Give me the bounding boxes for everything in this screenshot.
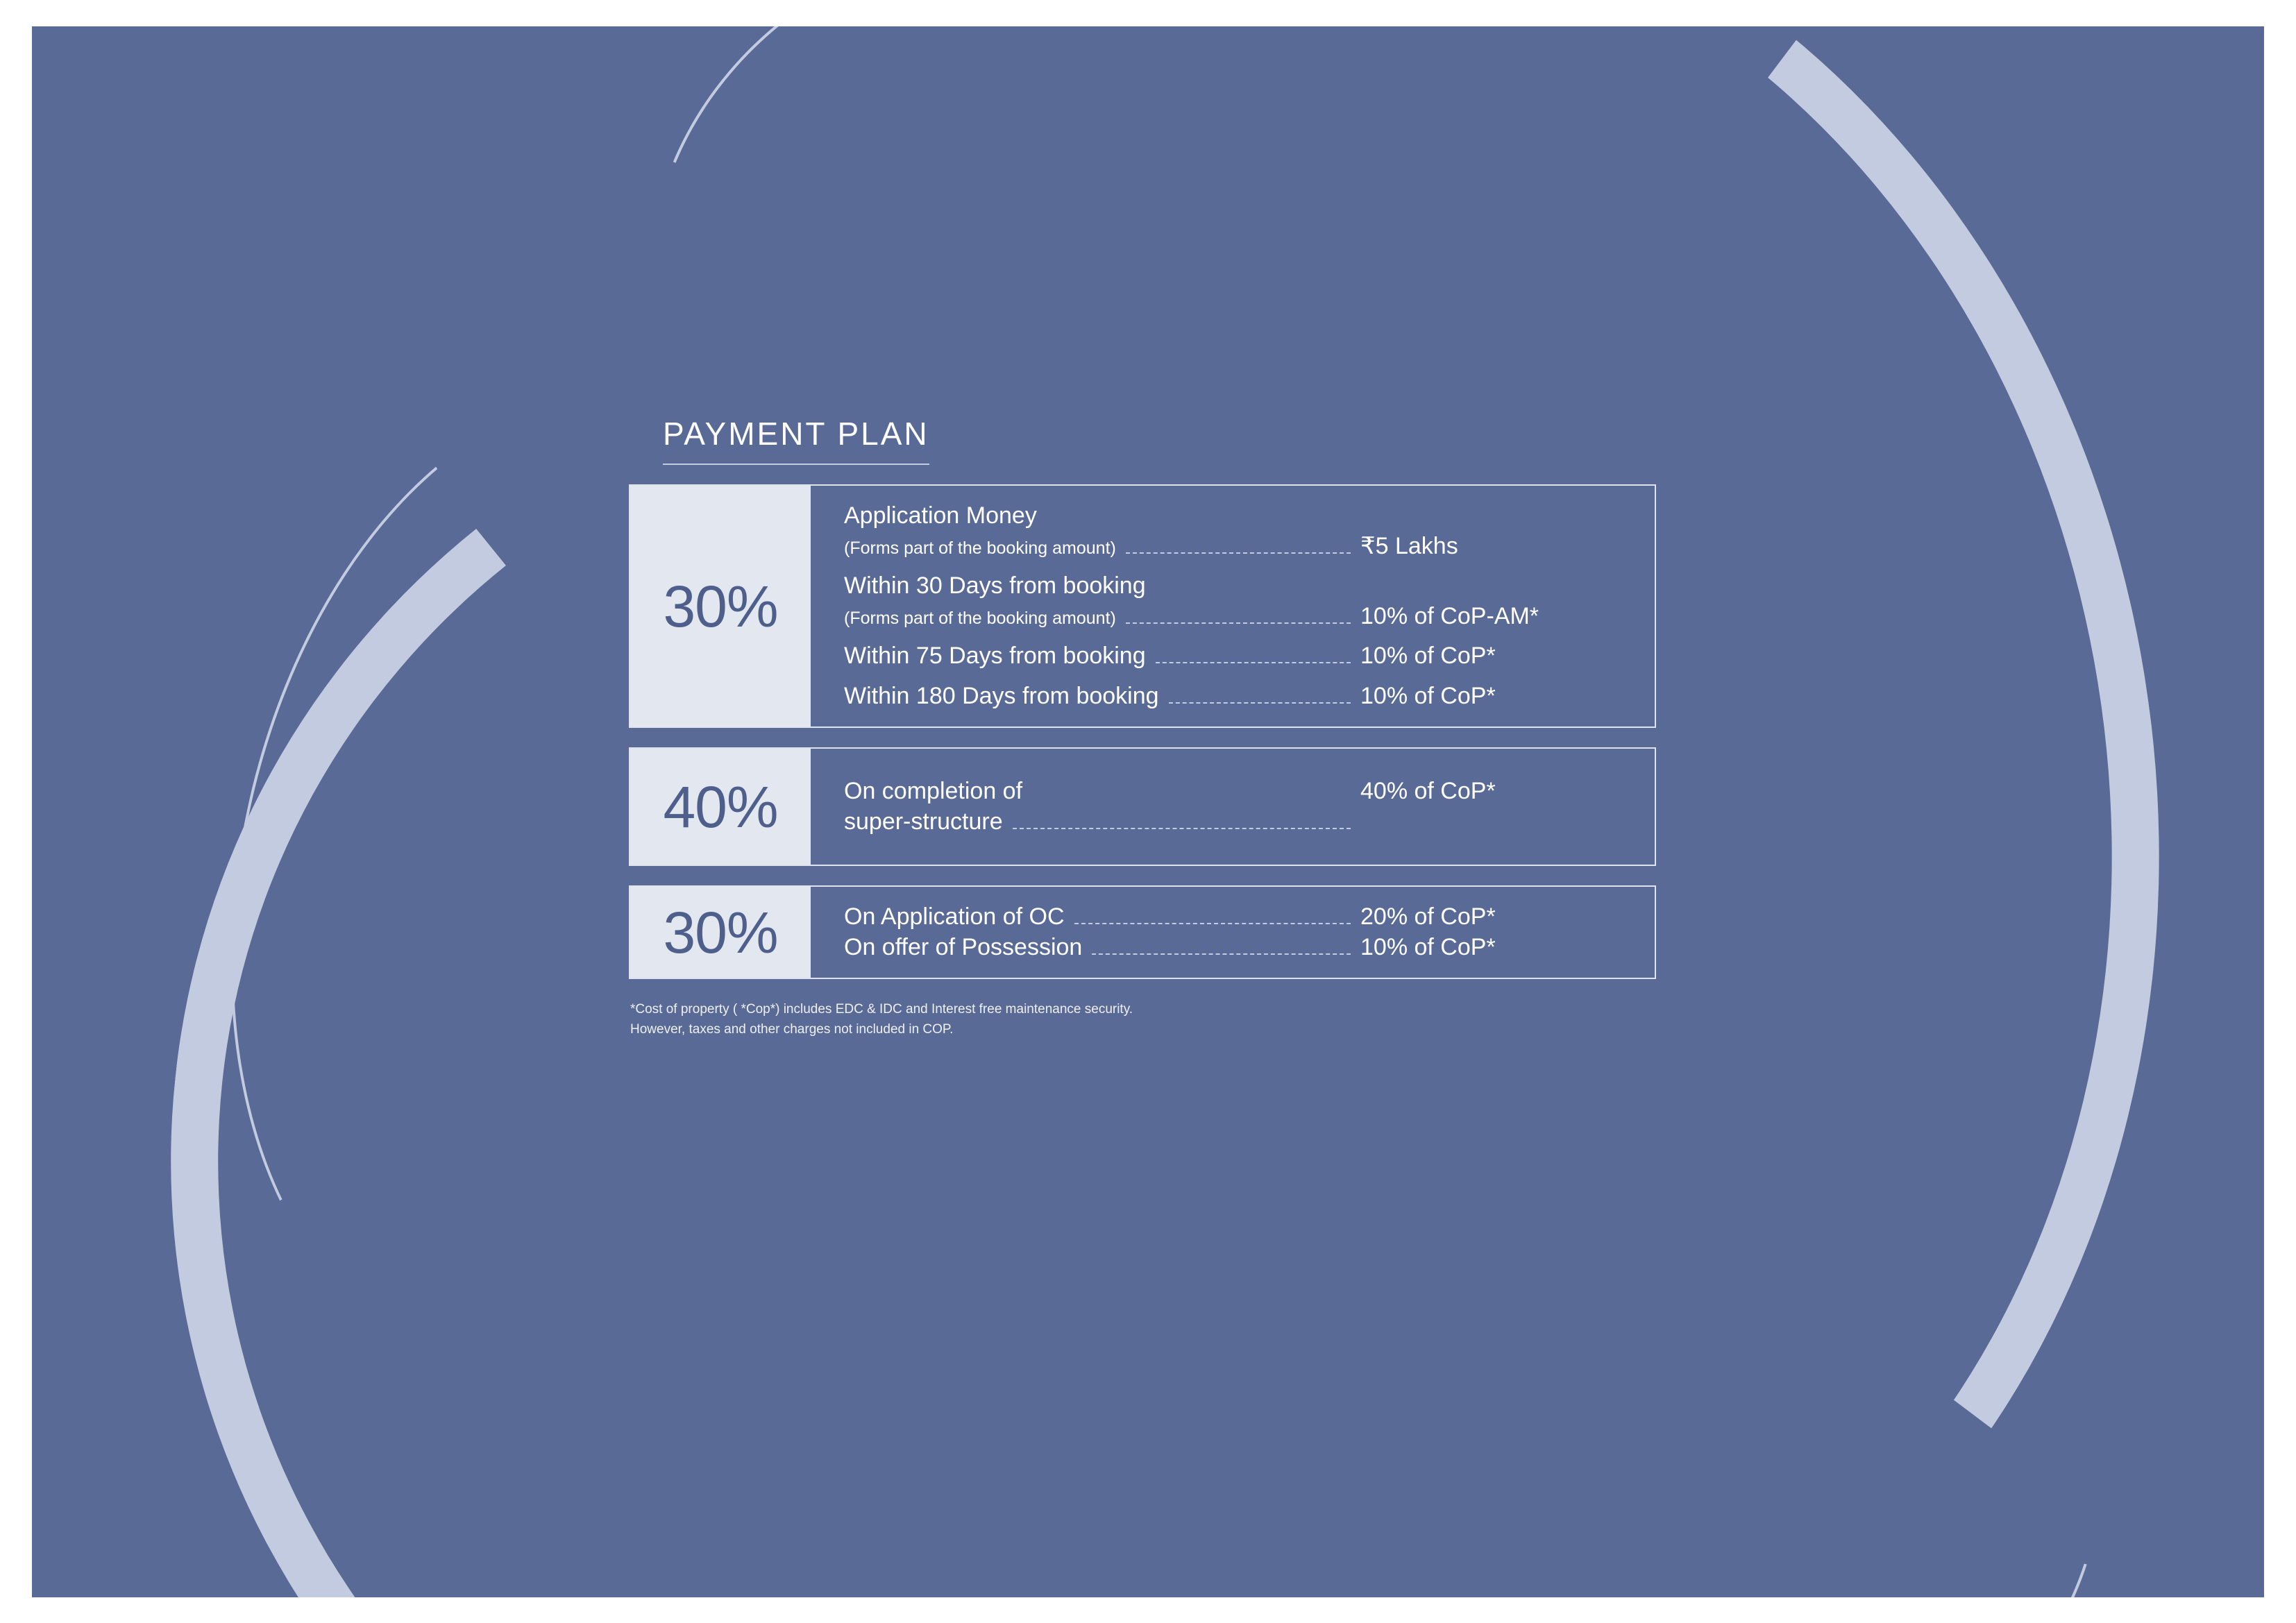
- payment-row-label: Within 75 Days from booking: [844, 643, 1146, 670]
- payment-block: [629, 484, 1656, 728]
- payment-row: [844, 776, 1631, 807]
- payment-percent: 40%: [663, 774, 778, 840]
- payment-row: [844, 501, 1631, 532]
- payment-row-label-line2: super-structure: [844, 808, 1003, 835]
- page-title: PAYMENT PLAN: [663, 415, 929, 465]
- payment-percent: 30%: [663, 573, 778, 639]
- payment-row-sublabel: (Forms part of the booking amount): [844, 538, 1116, 558]
- leader-dots: [1126, 622, 1351, 624]
- payment-row-label: On Application of OC: [844, 903, 1065, 931]
- payment-block-rows: [811, 749, 1655, 865]
- payment-row: [844, 571, 1631, 602]
- footnote: [630, 1000, 1739, 1039]
- payment-row-value: ₹5 Lakhs: [1360, 532, 1458, 559]
- row-spacer: [844, 672, 1631, 681]
- payment-row: [844, 641, 1631, 672]
- footnote-line-1: *Cost of property ( *Cop*) includes EDC & IDC and Interest free maintenance security.: [630, 1002, 1133, 1017]
- payment-row: [844, 602, 1631, 632]
- payment-block-percent-cell: [630, 486, 811, 726]
- payment-row-label: On offer of Possession: [844, 933, 1083, 960]
- payment-row-label: Within 30 Days from booking: [844, 572, 1146, 600]
- leader-dots: [1074, 922, 1351, 924]
- payment-row: [844, 532, 1631, 562]
- payment-row-sublabel: (Forms part of the booking amount): [844, 608, 1116, 628]
- leader-dots: [1092, 953, 1351, 955]
- payment-row-label: On completion of: [844, 778, 1023, 805]
- payment-row-value: 20% of CoP*: [1360, 903, 1496, 931]
- payment-block-percent-cell: [630, 749, 811, 865]
- row-spacer: [844, 561, 1631, 571]
- payment-row: [844, 933, 1631, 963]
- leader-dots: [1126, 552, 1351, 554]
- payment-row-value: 10% of CoP-AM*: [1360, 602, 1539, 629]
- payment-block-percent-cell: [630, 887, 811, 978]
- payment-block: [629, 885, 1656, 979]
- payment-percent: 30%: [663, 899, 778, 965]
- leader-dots: [1013, 827, 1351, 829]
- row-spacer: [844, 631, 1631, 641]
- payment-plan-canvas: [32, 26, 2264, 1597]
- payment-row-value: 40% of CoP*: [1360, 778, 1496, 805]
- payment-row: [844, 681, 1631, 712]
- payment-row: [844, 902, 1631, 933]
- payment-block-rows: [811, 887, 1655, 978]
- leader-dots: [1169, 702, 1351, 704]
- payment-plan-content: [629, 415, 1739, 1039]
- payment-row-value: 10% of CoP*: [1360, 933, 1496, 960]
- payment-row-label: Within 180 Days from booking: [844, 682, 1159, 709]
- payment-row-value: 10% of CoP*: [1360, 643, 1496, 670]
- leader-dots: [1156, 661, 1351, 663]
- payment-row-label: Application Money: [844, 502, 1037, 529]
- payment-block: [629, 747, 1656, 866]
- payment-row-value: 10% of CoP*: [1360, 682, 1496, 709]
- payment-block-rows: [811, 486, 1655, 726]
- payment-row: [844, 807, 1631, 838]
- footnote-line-2: However, taxes and other charges not included in COP.: [630, 1021, 954, 1037]
